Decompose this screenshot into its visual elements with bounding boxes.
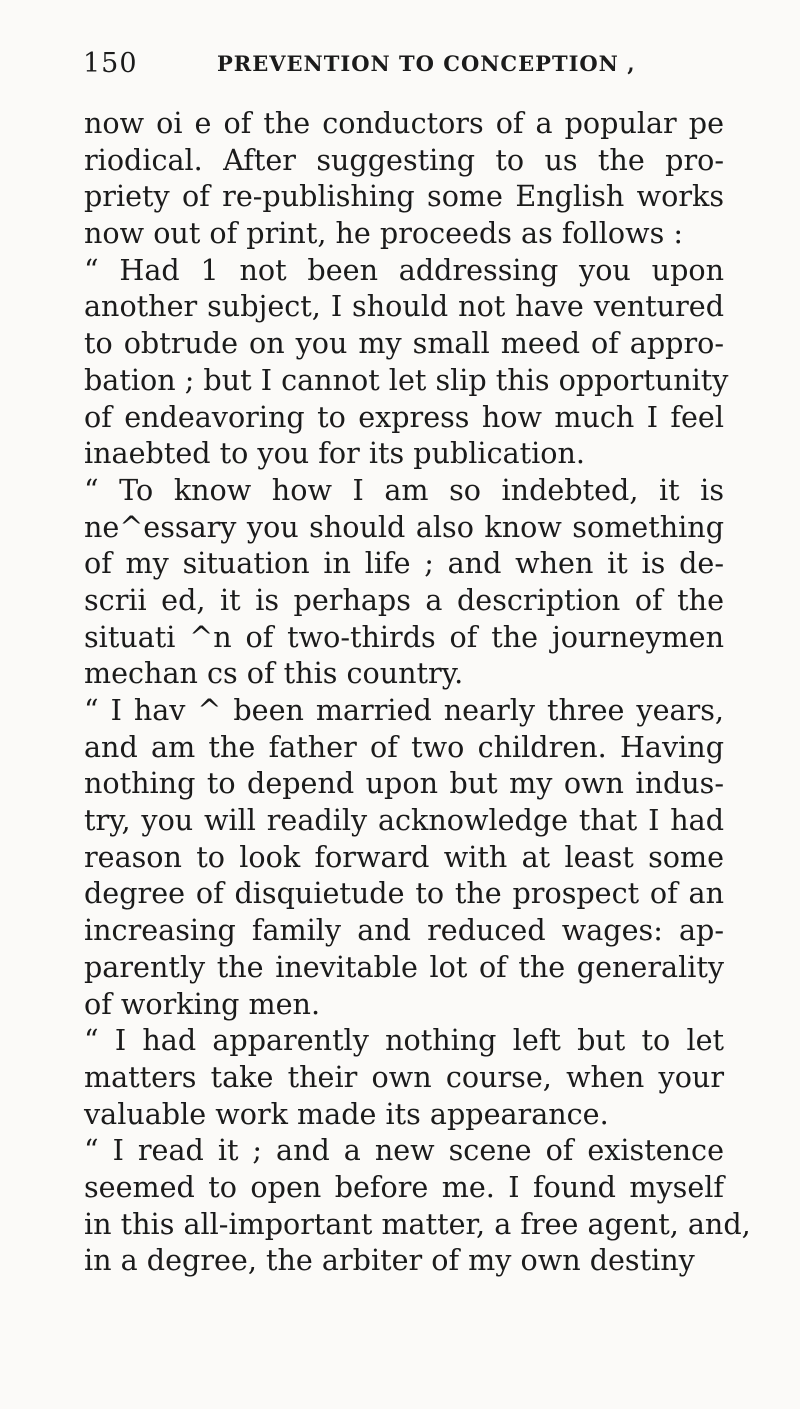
- text-line: matters take their own course, when your: [84, 1059, 724, 1094]
- body-text: [84, 105, 751, 1279]
- running-title: PREVENTION TO CONCEPTION ,: [217, 51, 636, 76]
- text-line: “ To know how I am so indebted, it is: [84, 472, 724, 507]
- text-line: degree of disquietude to the prospect of an: [84, 876, 724, 911]
- text-line: valuable work made its appearance.: [84, 1096, 609, 1131]
- text-line: scrii ed, it is perhaps a description of the: [84, 582, 724, 617]
- running-head: [83, 48, 723, 84]
- text-line: now out of print, he proceeds as follows :: [84, 216, 684, 251]
- text-line: inaebted to you for its publication.: [84, 436, 585, 471]
- text-line: nothing to depend upon but my own indus-: [84, 766, 724, 801]
- text-line: parently the inevitable lot of the generality: [84, 949, 724, 984]
- text-line: to obtrude on you my small meed of appro-: [84, 326, 724, 361]
- text-line: bation ; but I cannot let slip this opportunity: [84, 362, 729, 397]
- text-line: of working men.: [84, 986, 321, 1021]
- text-line: increasing family and reduced wages: ap-: [84, 913, 724, 948]
- text-line: mechan cs of this country.: [84, 656, 464, 691]
- text-line: “ I hav ^ been married nearly three years,: [84, 693, 724, 727]
- text-line: and am the father of two children. Having: [84, 729, 724, 764]
- text-line: ne^essary you should also know something: [84, 509, 724, 544]
- text-line: priety of re-publishing some English works: [84, 179, 724, 214]
- text-line: another subject, I should not have ventured: [84, 289, 724, 324]
- text-line: in a degree, the arbiter of my own destiny: [84, 1243, 695, 1278]
- text-line: riodical. After suggesting to us the pro-: [84, 142, 724, 177]
- text-line: of endeavoring to express how much I feel: [84, 399, 724, 434]
- text-line: seemed to open before me. I found myself: [84, 1169, 724, 1204]
- page-number: 150: [83, 48, 138, 79]
- text-line: “ I read it ; and a new scene of existence: [84, 1133, 724, 1168]
- text-line: try, you will readily acknowledge that I had: [84, 803, 724, 838]
- text-line: now oi e of the conductors of a popular pe: [84, 106, 724, 140]
- text-line: situati ^n of two-thirds of the journeymen: [84, 619, 724, 654]
- text-line: in this all-important matter, a free agent, and,: [84, 1206, 751, 1241]
- text-line: reason to look forward with at least some: [84, 839, 724, 874]
- text-line: “ I had apparently nothing left but to let: [84, 1023, 724, 1058]
- text-line: of my situation in life ; and when it is de-: [84, 546, 724, 581]
- text-line: “ Had 1 not been addressing you upon: [84, 252, 724, 287]
